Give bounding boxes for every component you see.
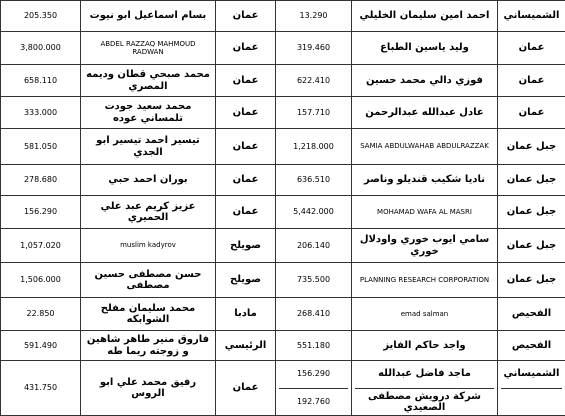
name-cell: حسن مصطفى حسين مصطفى (81, 263, 216, 298)
name-cell: فوزي دالي محمد حسين (352, 65, 498, 97)
amount-cell: 319.460 (276, 32, 352, 65)
name-cell: MOHAMAD WAFA AL MASRI (352, 196, 498, 229)
amount-cell: 192.760 (279, 389, 348, 416)
name-cell: فاروق منير طاهر شاهين و زوجته ريما طه (81, 331, 216, 361)
name-cell: emad salman (352, 298, 498, 331)
name-cell: وليد ياسين الطباع (352, 32, 498, 65)
name-cell: محمد صبحي قطان وديمه المصري (81, 65, 216, 97)
amount-cell: 156.290 (279, 361, 348, 388)
amount-cell: 22.850 (1, 298, 81, 331)
name-cell: ماجد فاضل عبدالله (355, 361, 494, 388)
table-row (1, 32, 565, 65)
name-cell: شركة درويش مصطفى الصعيدي (355, 389, 494, 416)
amount-cell: 5,442.000 (276, 196, 352, 229)
city-cell: الرئيسي (216, 331, 276, 361)
amount-cell: 278.680 (1, 165, 81, 196)
city-cell: صويلح (216, 263, 276, 298)
amount-cell: 268.410 (276, 298, 352, 331)
name-cell: SAMIA ABDULWAHAB ABDULRAZZAK (352, 129, 498, 165)
city-cell: عمان (216, 129, 276, 165)
city-cell: عمان (216, 1, 276, 32)
area-cell: جبل عمان (498, 263, 565, 298)
city-cell: صويلح (216, 229, 276, 263)
amount-cell: 551.180 (276, 331, 352, 361)
amount-cell: 3,800.000 (1, 32, 81, 65)
area-cell: جبل عمان (498, 229, 565, 263)
amount-cell: 735.500 (276, 263, 352, 298)
amount-cell: 333.000 (1, 97, 81, 129)
name-cell: احمد امين سليمان الخليلي (352, 1, 498, 32)
amount-cell: 431.750 (1, 361, 81, 416)
table-row (1, 165, 565, 196)
amount-cell: 157.710 (276, 97, 352, 129)
amount-cell: 658.110 (1, 65, 81, 97)
stacked-area-cell (498, 361, 565, 416)
amount-cell: 1,506.000 (1, 263, 81, 298)
area-cell: جبل عمان (498, 165, 565, 196)
table-row (1, 229, 565, 263)
amount-cell: 1,057.020 (1, 229, 81, 263)
name-cell: عزيز كريم عبد علي الحميري (81, 196, 216, 229)
area-cell: عمان (498, 65, 565, 97)
amount-cell: 13.290 (276, 1, 352, 32)
city-cell: عمان (216, 32, 276, 65)
name-cell: سامي ايوب خوري واودلال خوري (352, 229, 498, 263)
area-cell (501, 389, 562, 416)
table-row (1, 1, 565, 32)
area-cell: عمان (498, 97, 565, 129)
city-cell: عمان (216, 97, 276, 129)
name-cell: بوران احمد حبي (81, 165, 216, 196)
area-cell: الشميساني (501, 361, 562, 388)
city-cell: عمان (216, 165, 276, 196)
table-row (1, 196, 565, 229)
table-row (1, 65, 565, 97)
table-row (1, 129, 565, 165)
city-cell: عمان (216, 65, 276, 97)
amount-cell: 156.290 (1, 196, 81, 229)
name-cell: واجد حاكم الفايز (352, 331, 498, 361)
area-cell: الشميساني (498, 1, 565, 32)
amount-cell: 636.510 (276, 165, 352, 196)
area-cell: جبل عمان (498, 129, 565, 165)
name-cell: ناديا شكيب قنديلو وناصر (352, 165, 498, 196)
area-cell: عمان (498, 32, 565, 65)
name-cell: رفيق محمد علي ابو الروس (81, 361, 216, 416)
stacked-amount-cell (276, 361, 352, 416)
amount-cell: 206.140 (276, 229, 352, 263)
table-row (1, 331, 565, 361)
table-row (1, 97, 565, 129)
city-cell: مادبا (216, 298, 276, 331)
table-row (1, 298, 565, 331)
name-cell: بسام اسماعيل ابو نيوت (81, 1, 216, 32)
name-cell: تيسير احمد تيسير ابو الجدي (81, 129, 216, 165)
table-row (1, 361, 565, 416)
area-cell: الفحيص (498, 331, 565, 361)
amount-cell: 205.350 (1, 1, 81, 32)
amount-cell: 581.050 (1, 129, 81, 165)
name-cell: ABDEL RAZZAQ MAHMOUD RADWAN (81, 32, 216, 65)
name-cell: PLANNING RESEARCH CORPORATION (352, 263, 498, 298)
city-cell: عمان (216, 361, 276, 416)
amount-cell: 591.490 (1, 331, 81, 361)
amount-cell: 622.410 (276, 65, 352, 97)
city-cell: عمان (216, 196, 276, 229)
name-cell: محمد سعيد جودت تلمساني عوده (81, 97, 216, 129)
name-cell: عادل عبدالله عبدالرحمن (352, 97, 498, 129)
area-cell: جبل عمان (498, 196, 565, 229)
amount-cell: 1,218.000 (276, 129, 352, 165)
table-row (1, 263, 565, 298)
name-cell: محمد سليمان مفلح الشوابكه (81, 298, 216, 331)
area-cell: الفحيص (498, 298, 565, 331)
name-cell: muslim kadyrov (81, 229, 216, 263)
stacked-name-cell (352, 361, 498, 416)
